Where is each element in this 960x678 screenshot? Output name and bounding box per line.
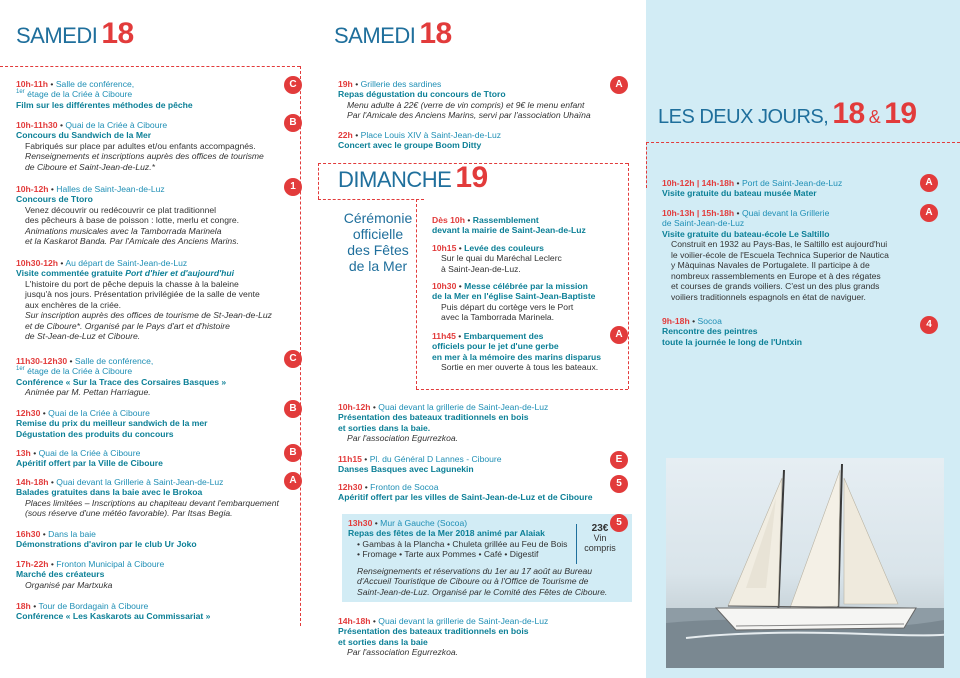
location-badge: 1 <box>284 178 302 196</box>
event: 12h30 • Fronton de Socoa Apéritif offert par les villes de Saint-Jean-de-Luz et de Ciboure <box>338 482 593 503</box>
event: 13h • Quai de la Criée à Ciboure Apéritif offert par la Ville de Ciboure <box>16 448 163 469</box>
location-badge: B <box>284 400 302 418</box>
location-badge: C <box>284 350 302 368</box>
event: 22h • Place Louis XIV à Saint-Jean-de-Luz Concert avec le groupe Boom Ditty <box>338 130 502 151</box>
event: 10h-12h • Quai devant la grillerie de Saint-Jean-de-Luz Présentation des bateaux traditionnels en bois et sorties dans la baie. Par l'association Egurrezkoa. <box>338 402 549 444</box>
divider <box>416 389 628 390</box>
event: 12h30 • Quai de la Criée à Ciboure Remise du prix du meilleur sandwich de la mer Dégustation des produits du concours <box>16 408 208 439</box>
price: 23€ Vin compris <box>584 523 616 553</box>
sailboat-photo <box>666 458 944 668</box>
event: 10h-13h | 15h-18h • Quai devant la Grillerie de Saint-Jean-de-Luz Visite gratuite du bateau-école Le Saltillo Construit en 1932 au Pays-Bas, le Saltillo est aujourd'hui le voilier-école de l'Escuela Technica Superior de Nautica y Màquinas Navales de Portugalete. Il participe à de nombreux rassemblements en Europe et à des régates et courses de grands voiliers. C'est un des plus grands voiliers traditionnels espagnols en état de naviguer. <box>662 208 889 302</box>
event: 14h-18h • Quai devant la Grillerie à Saint-Jean-de-Luz Balades gratuites dans la baie avec le Brokoa Places limitées – Inscriptions au chapiteau devant l'embarquement (sous réserve d'une météo favorable). Par Itsas Begia. <box>16 477 279 519</box>
ceremony-heading: Cérémonie officielle des Fêtes de la Mer <box>343 210 413 275</box>
event: 10h-12h | 14h-18h • Port de Saint-Jean-de-Luz Visite gratuite du bateau musée Mater <box>662 178 843 199</box>
event: 10h-11h • Salle de conférence, $^{1er}$ étage de la Criée à Ciboure Film sur les différentes méthodes de pêche <box>16 79 193 110</box>
event: 14h-18h • Quai devant la grillerie de Saint-Jean-de-Luz Présentation des bateaux traditionnels en bois et sorties dans la baie Par l'association Egurrezkoa. <box>338 616 549 658</box>
event: 10h30-12h • Au départ de Saint-Jean-de-Luz Visite commentée gratuite Port d'hier et d'aujourd'hui L'histoire du port de pêche depuis la chasse à la baleine jusqu'à nos jours. Présentation privilégiée de la salle de vente aux enchères de la criée. Sur inscription auprès des offices de tourisme de St-Jean-de-Luz et de Ciboure*. Organisé par le Pays d'art et d'histoire de St-Jean-de-Luz et Ciboure. <box>16 258 272 342</box>
event: 11h45 • Embarquement des officiels pour le jet d'une gerbe en mer à la mémoire des marins disparus Sortie en mer ouverte à tous les bateaux. <box>432 331 602 373</box>
day-header: SAMEDI 18 <box>334 17 452 50</box>
location-badge: C <box>284 76 302 94</box>
event: 18h • Tour de Bordagain à Ciboure Conférence « Les Kaskarots au Commissariat » <box>16 601 211 622</box>
divider <box>318 199 424 200</box>
divider <box>416 199 417 389</box>
divider <box>576 524 577 564</box>
column-both-days <box>646 0 960 678</box>
event: 11h30-12h30 • Salle de conférence, $^{1er}$ étage de la Criée à Ciboure Conférence « Sur la Trace des Corsaires Basques » Animée par M. Pettan Harriague. <box>16 356 227 398</box>
event: 19h • Grillerie des sardines Repas dégustation du concours de Ttoro Menu adulte à 22€ (verre de vin compris) et 9€ le menu enfant Par l'Amicale des Anciens Marins, servi par l'association Uhaïna <box>338 79 591 121</box>
location-badge: 5 <box>610 514 628 532</box>
divider <box>318 163 319 199</box>
event: 10h-11h30 • Quai de la Criée à Ciboure Concours du Sandwich de la Mer Fabriqués sur place par adultes et/ou enfants accompagnés. Renseignements et inscriptions auprès des offices de tourisme de Ciboure et Saint-Jean-de-Luz.* <box>16 120 264 172</box>
event: Dès 10h • Rassemblement devant la mairie de Saint-Jean-de-Luz <box>432 215 586 236</box>
location-badge: E <box>610 451 628 469</box>
event: 10h-12h • Halles de Saint-Jean-de-Luz Concours de Ttoro Venez découvrir ou redécouvrir ce plat traditionnel des pêcheurs à base de poisson : lotte, merlu et congre. Animations musicales avec la Tamborrada Marinela et la Kaskarot Banda. Par l'Amicale des Anciens Marins. <box>16 184 240 247</box>
divider <box>646 142 647 188</box>
location-badge: B <box>284 444 302 462</box>
event: 17h-22h • Fronton Municipal à Ciboure Marché des créateurs Organisé par Martxuka <box>16 559 165 590</box>
divider <box>0 66 300 67</box>
event: 13h30 • Mur à Gauche (Socoa) Repas des fêtes de la Mer 2018 animé par Alaiak • Gambas à la Plancha • Chuleta grillée au Feu de Bois • Fromage • Tarte aux Pommes • Café • Digestif <box>348 518 568 560</box>
event: 10h30 • Messe célébrée par la mission de la Mer en l'église Saint-Jean-Baptiste Puis départ du cortège vers le Port avec la Tamborrada Marinela. <box>432 281 596 323</box>
divider <box>628 163 629 389</box>
location-badge: A <box>284 472 302 490</box>
event: 10h15 • Levée des couleurs Sur le quai du Maréchal Leclerc à Saint-Jean-de-Luz. <box>432 243 562 274</box>
event: 16h30 • Dans la baie Démonstrations d'aviron par le club Ur Joko <box>16 529 197 550</box>
event: 9h-18h • Socoa Rencontre des peintres toute la journée le long de l'Untxin <box>662 316 803 347</box>
day-header: DIMANCHE 19 <box>338 161 488 194</box>
event: 11h15 • Pl. du Général D Lannes - Ciboure Danses Basques avec Lagunekin <box>338 454 502 475</box>
location-badge: 5 <box>610 475 628 493</box>
location-badge: A <box>920 204 938 222</box>
location-badge: B <box>284 114 302 132</box>
divider <box>300 66 301 626</box>
location-badge: A <box>920 174 938 192</box>
day-header: SAMEDI 18 <box>16 17 134 50</box>
menu-note: Renseignements et réservations du 1er au 17 août au Bureau d'Accueil Touristique de Ciboure ou à l'Office de Tourisme de Saint-Jean-de-Luz. Organisé par le Comité des Fêtes de Ciboure. <box>357 566 608 597</box>
day-header: LES DEUX JOURS, 18 & 19 <box>658 97 917 130</box>
location-badge: A <box>610 76 628 94</box>
divider <box>646 142 960 143</box>
location-badge: A <box>610 326 628 344</box>
location-badge: 4 <box>920 316 938 334</box>
